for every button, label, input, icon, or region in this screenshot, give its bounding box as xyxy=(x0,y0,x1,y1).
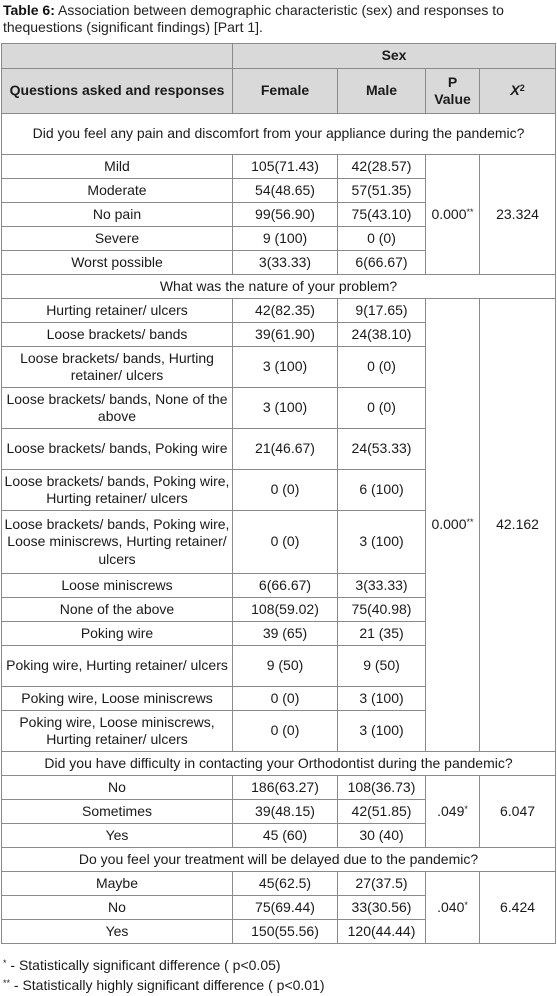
response-label: Maybe xyxy=(2,872,233,896)
response-label: No xyxy=(2,896,233,920)
male-value: 42(51.85) xyxy=(338,800,426,824)
response-label: Loose brackets/ bands, Hurting retainer/ ulcers xyxy=(2,347,233,388)
male-value: 33(30.56) xyxy=(338,896,426,920)
header-questions: Questions asked and responses xyxy=(2,69,233,114)
female-value: 3(33.33) xyxy=(233,251,338,275)
chi-symbol: X xyxy=(510,82,520,99)
male-value: 24(38.10) xyxy=(338,323,426,347)
male-value: 9 (50) xyxy=(338,646,426,687)
caption-text: Association between demographic characteristic (sex) and responses to thequestions (significant findings) [Part 1]. xyxy=(3,2,504,35)
male-value: 6 (100) xyxy=(338,470,426,511)
response-label: No xyxy=(2,776,233,800)
male-value: 75(43.10) xyxy=(338,203,426,227)
female-value: 21(46.67) xyxy=(233,429,338,470)
question-cell: What was the nature of your problem? xyxy=(2,275,556,299)
table-body xyxy=(2,44,556,944)
female-value: 3 (100) xyxy=(233,388,338,429)
response-label: Poking wire, Loose miniscrews, Hurting retainer/ ulcers xyxy=(2,711,233,752)
question-row xyxy=(2,848,556,872)
p-value-cell xyxy=(426,299,480,752)
response-label: Loose brackets/ bands, Poking wire xyxy=(2,429,233,470)
response-label: No pain xyxy=(2,203,233,227)
response-label: Poking wire xyxy=(2,622,233,646)
response-label: Loose miniscrews xyxy=(2,574,233,598)
table-caption xyxy=(3,2,553,35)
response-label: Worst possible xyxy=(2,251,233,275)
p-value-cell xyxy=(426,776,480,848)
female-value: 45 (60) xyxy=(233,824,338,848)
question-cell: Did you have difficulty in contacting your Orthodontist during the pandemic? xyxy=(2,752,556,776)
female-value: 75(69.44) xyxy=(233,896,338,920)
header-female: Female xyxy=(233,69,338,114)
chi-square-value: 6.047 xyxy=(480,776,556,848)
male-value: 120(44.44) xyxy=(338,920,426,944)
p-value: 0.000 xyxy=(431,205,467,222)
footnote-mark: * xyxy=(3,958,7,968)
footnote-significant xyxy=(3,955,325,975)
footnote-text: - Statistically significant difference ( p<0.05) xyxy=(6,957,281,973)
female-value: 150(55.56) xyxy=(233,920,338,944)
header-sex: Sex xyxy=(233,44,556,69)
question-row xyxy=(2,114,556,155)
female-value: 54(48.65) xyxy=(233,179,338,203)
header-chi-square xyxy=(480,69,556,114)
response-label: Poking wire, Hurting retainer/ ulcers xyxy=(2,646,233,687)
male-value: 6(66.67) xyxy=(338,251,426,275)
response-label: Mild xyxy=(2,155,233,179)
chi-square-value: 6.424 xyxy=(480,872,556,944)
footnote-text: - Statistically highly significant difference ( p<0.01) xyxy=(10,977,325,993)
footnotes xyxy=(3,955,325,995)
response-label: Hurting retainer/ ulcers xyxy=(2,299,233,323)
p-value-cell xyxy=(426,155,480,275)
question-row xyxy=(2,275,556,299)
male-value: 3(33.33) xyxy=(338,574,426,598)
chi-superscript: 2 xyxy=(519,83,525,94)
p-value: .040 xyxy=(437,898,465,915)
response-label: Sometimes xyxy=(2,800,233,824)
response-row xyxy=(2,776,556,800)
header-p-value: P Value xyxy=(426,69,480,114)
male-value: 27(37.5) xyxy=(338,872,426,896)
response-label: Yes xyxy=(2,920,233,944)
female-value: 0 (0) xyxy=(233,470,338,511)
male-value: 3 (100) xyxy=(338,711,426,752)
female-value: 42(82.35) xyxy=(233,299,338,323)
male-value: 21 (35) xyxy=(338,622,426,646)
header-male: Male xyxy=(338,69,426,114)
response-label: None of the above xyxy=(2,598,233,622)
header-blank-cell xyxy=(2,44,233,69)
response-row xyxy=(2,155,556,179)
male-value: 3 (100) xyxy=(338,511,426,574)
data-table xyxy=(1,43,556,944)
male-value: 30 (40) xyxy=(338,824,426,848)
response-label: Loose brackets/ bands xyxy=(2,323,233,347)
question-cell: Do you feel your treatment will be delayed due to the pandemic? xyxy=(2,848,556,872)
p-value: .049 xyxy=(437,802,465,819)
female-value: 39 (65) xyxy=(233,622,338,646)
female-value: 3 (100) xyxy=(233,347,338,388)
male-value: 0 (0) xyxy=(338,388,426,429)
female-value: 6(66.67) xyxy=(233,574,338,598)
question-cell: Did you feel any pain and discomfort from your appliance during the pandemic? xyxy=(2,114,556,155)
question-row xyxy=(2,752,556,776)
response-row xyxy=(2,872,556,896)
response-label: Loose brackets/ bands, Poking wire, Loose miniscrews, Hurting retainer/ ulcers xyxy=(2,511,233,574)
header-row-columns xyxy=(2,69,556,114)
male-value: 9(17.65) xyxy=(338,299,426,323)
significance-mark: * xyxy=(464,803,468,814)
p-value: 0.000 xyxy=(431,516,467,533)
significance-mark: ** xyxy=(466,206,474,217)
male-value: 0 (0) xyxy=(338,347,426,388)
male-value: 57(51.35) xyxy=(338,179,426,203)
male-value: 108(36.73) xyxy=(338,776,426,800)
female-value: 39(48.15) xyxy=(233,800,338,824)
female-value: 0 (0) xyxy=(233,687,338,711)
male-value: 24(53.33) xyxy=(338,429,426,470)
chi-square-value: 42.162 xyxy=(480,299,556,752)
p-value-cell xyxy=(426,872,480,944)
response-label: Loose brackets/ bands, None of the above xyxy=(2,388,233,429)
male-value: 3 (100) xyxy=(338,687,426,711)
female-value: 105(71.43) xyxy=(233,155,338,179)
response-row xyxy=(2,299,556,323)
female-value: 0 (0) xyxy=(233,711,338,752)
male-value: 42(28.57) xyxy=(338,155,426,179)
response-label: Severe xyxy=(2,227,233,251)
significance-mark: ** xyxy=(466,517,474,528)
female-value: 186(63.27) xyxy=(233,776,338,800)
female-value: 39(61.90) xyxy=(233,323,338,347)
male-value: 75(40.98) xyxy=(338,598,426,622)
chi-square-value: 23.324 xyxy=(480,155,556,275)
response-label: Loose brackets/ bands, Poking wire, Hurting retainer/ ulcers xyxy=(2,470,233,511)
female-value: 99(56.90) xyxy=(233,203,338,227)
female-value: 45(62.5) xyxy=(233,872,338,896)
response-label: Moderate xyxy=(2,179,233,203)
response-label: Poking wire, Loose miniscrews xyxy=(2,687,233,711)
significance-mark: * xyxy=(464,899,468,910)
female-value: 9 (100) xyxy=(233,227,338,251)
female-value: 108(59.02) xyxy=(233,598,338,622)
footnote-highly-significant xyxy=(3,975,325,995)
footnote-mark: ** xyxy=(3,978,11,988)
female-value: 0 (0) xyxy=(233,511,338,574)
female-value: 9 (50) xyxy=(233,646,338,687)
header-row-group xyxy=(2,44,556,69)
caption-label: Table 6: xyxy=(3,2,55,18)
response-label: Yes xyxy=(2,824,233,848)
male-value: 0 (0) xyxy=(338,227,426,251)
